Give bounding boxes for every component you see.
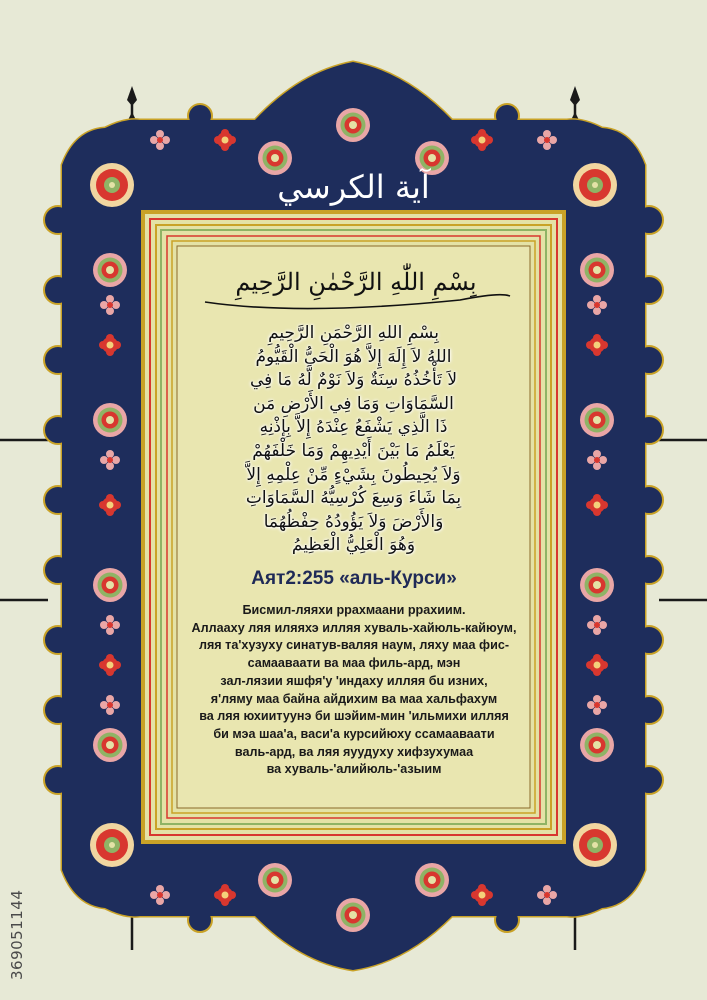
transliteration-line: зал-лязии яшфя'у 'индаху илляя бu изних,	[220, 673, 488, 688]
ayah-line: ذَا الَّذِي يَشْفَعُ عِنْدَهُ إِلاَّ بِإِذْنِهِ	[259, 417, 448, 438]
ayah-arabic-text	[183, 322, 524, 558]
transliteration-line: Аллааху ляя иляяхэ илляя хуваль-хайюль-кайюум,	[191, 620, 517, 635]
transliteration-line: би мэа шаа'а, васи'а курсийюху ссамааваати	[213, 726, 495, 741]
ayah-line: وَهُوَ الْعَلِيُّ الْعَظِيمُ	[291, 535, 416, 556]
verse-reference: Аят2:255 «аль-Курси»	[251, 568, 457, 589]
ayah-line: بِسْمِ اللهِ الرَّحْمَنِ الرَّحِيمِ	[268, 323, 439, 343]
ayah-line: لاَ تَأْخُذُهُ سِنَةٌ وَلاَ نَوْمٌ لَّهُ مَا فِي	[249, 370, 458, 391]
basmala-calligraphy: بِسْمِ اللّٰهِ الرَّحْمٰنِ الرَّحِيمِ	[235, 268, 477, 296]
ayah-line: وَلاَ يُحِيطُونَ بِشَيْءٍ مِّنْ عِلْمِهِ إِلاَّ	[246, 464, 461, 485]
transliteration-line: самааваати ва маа филь-ард, мэн	[247, 656, 461, 671]
ayah-line: السَّمَاوَاتِ وَمَا فِي الأَرْضِ مَن	[253, 393, 454, 414]
transliteration-line: я'ляму маа байна айдихим ва маа хальфахум	[210, 691, 498, 706]
ayah-line: وَالأَرْضَ وَلاَ يَؤُودُهُ حِفْظُهُمَا	[263, 511, 444, 532]
ayah-line: بِمَا شَاءَ وَسِعَ كُرْسِيُّهُ السَّمَاوَاتِ	[245, 488, 462, 509]
stock-id: 369051144	[8, 889, 26, 980]
transliteration-line: валь-ард, ва ляя яуудуху хифзухумаа	[234, 744, 474, 759]
transliteration-line: ляя та'хузуху синатув-валяя наум, ляху маа фис-	[198, 638, 510, 653]
ayah-line: اللهُ لاَ إِلَهَ إِلاَّ هُوَ الْحَيُّ الْقَيُّومُ	[255, 346, 452, 367]
transliteration-line: ва хуваль-'алийюль-'азыим	[266, 762, 442, 777]
transliteration-line: ва ляя юхиитуунэ би шэйим-мин 'ильмихи илляя	[199, 709, 509, 724]
arabic-title: آية الكرسي	[277, 168, 430, 206]
transliteration-text	[180, 602, 528, 779]
ayah-line: يَعْلَمُ مَا بَيْنَ أَيْدِيهِمْ وَمَا خَلْفَهُمْ	[252, 440, 455, 461]
transliteration-line: Бисмил-ляяхи ррахмаани ррахиим.	[242, 603, 466, 617]
